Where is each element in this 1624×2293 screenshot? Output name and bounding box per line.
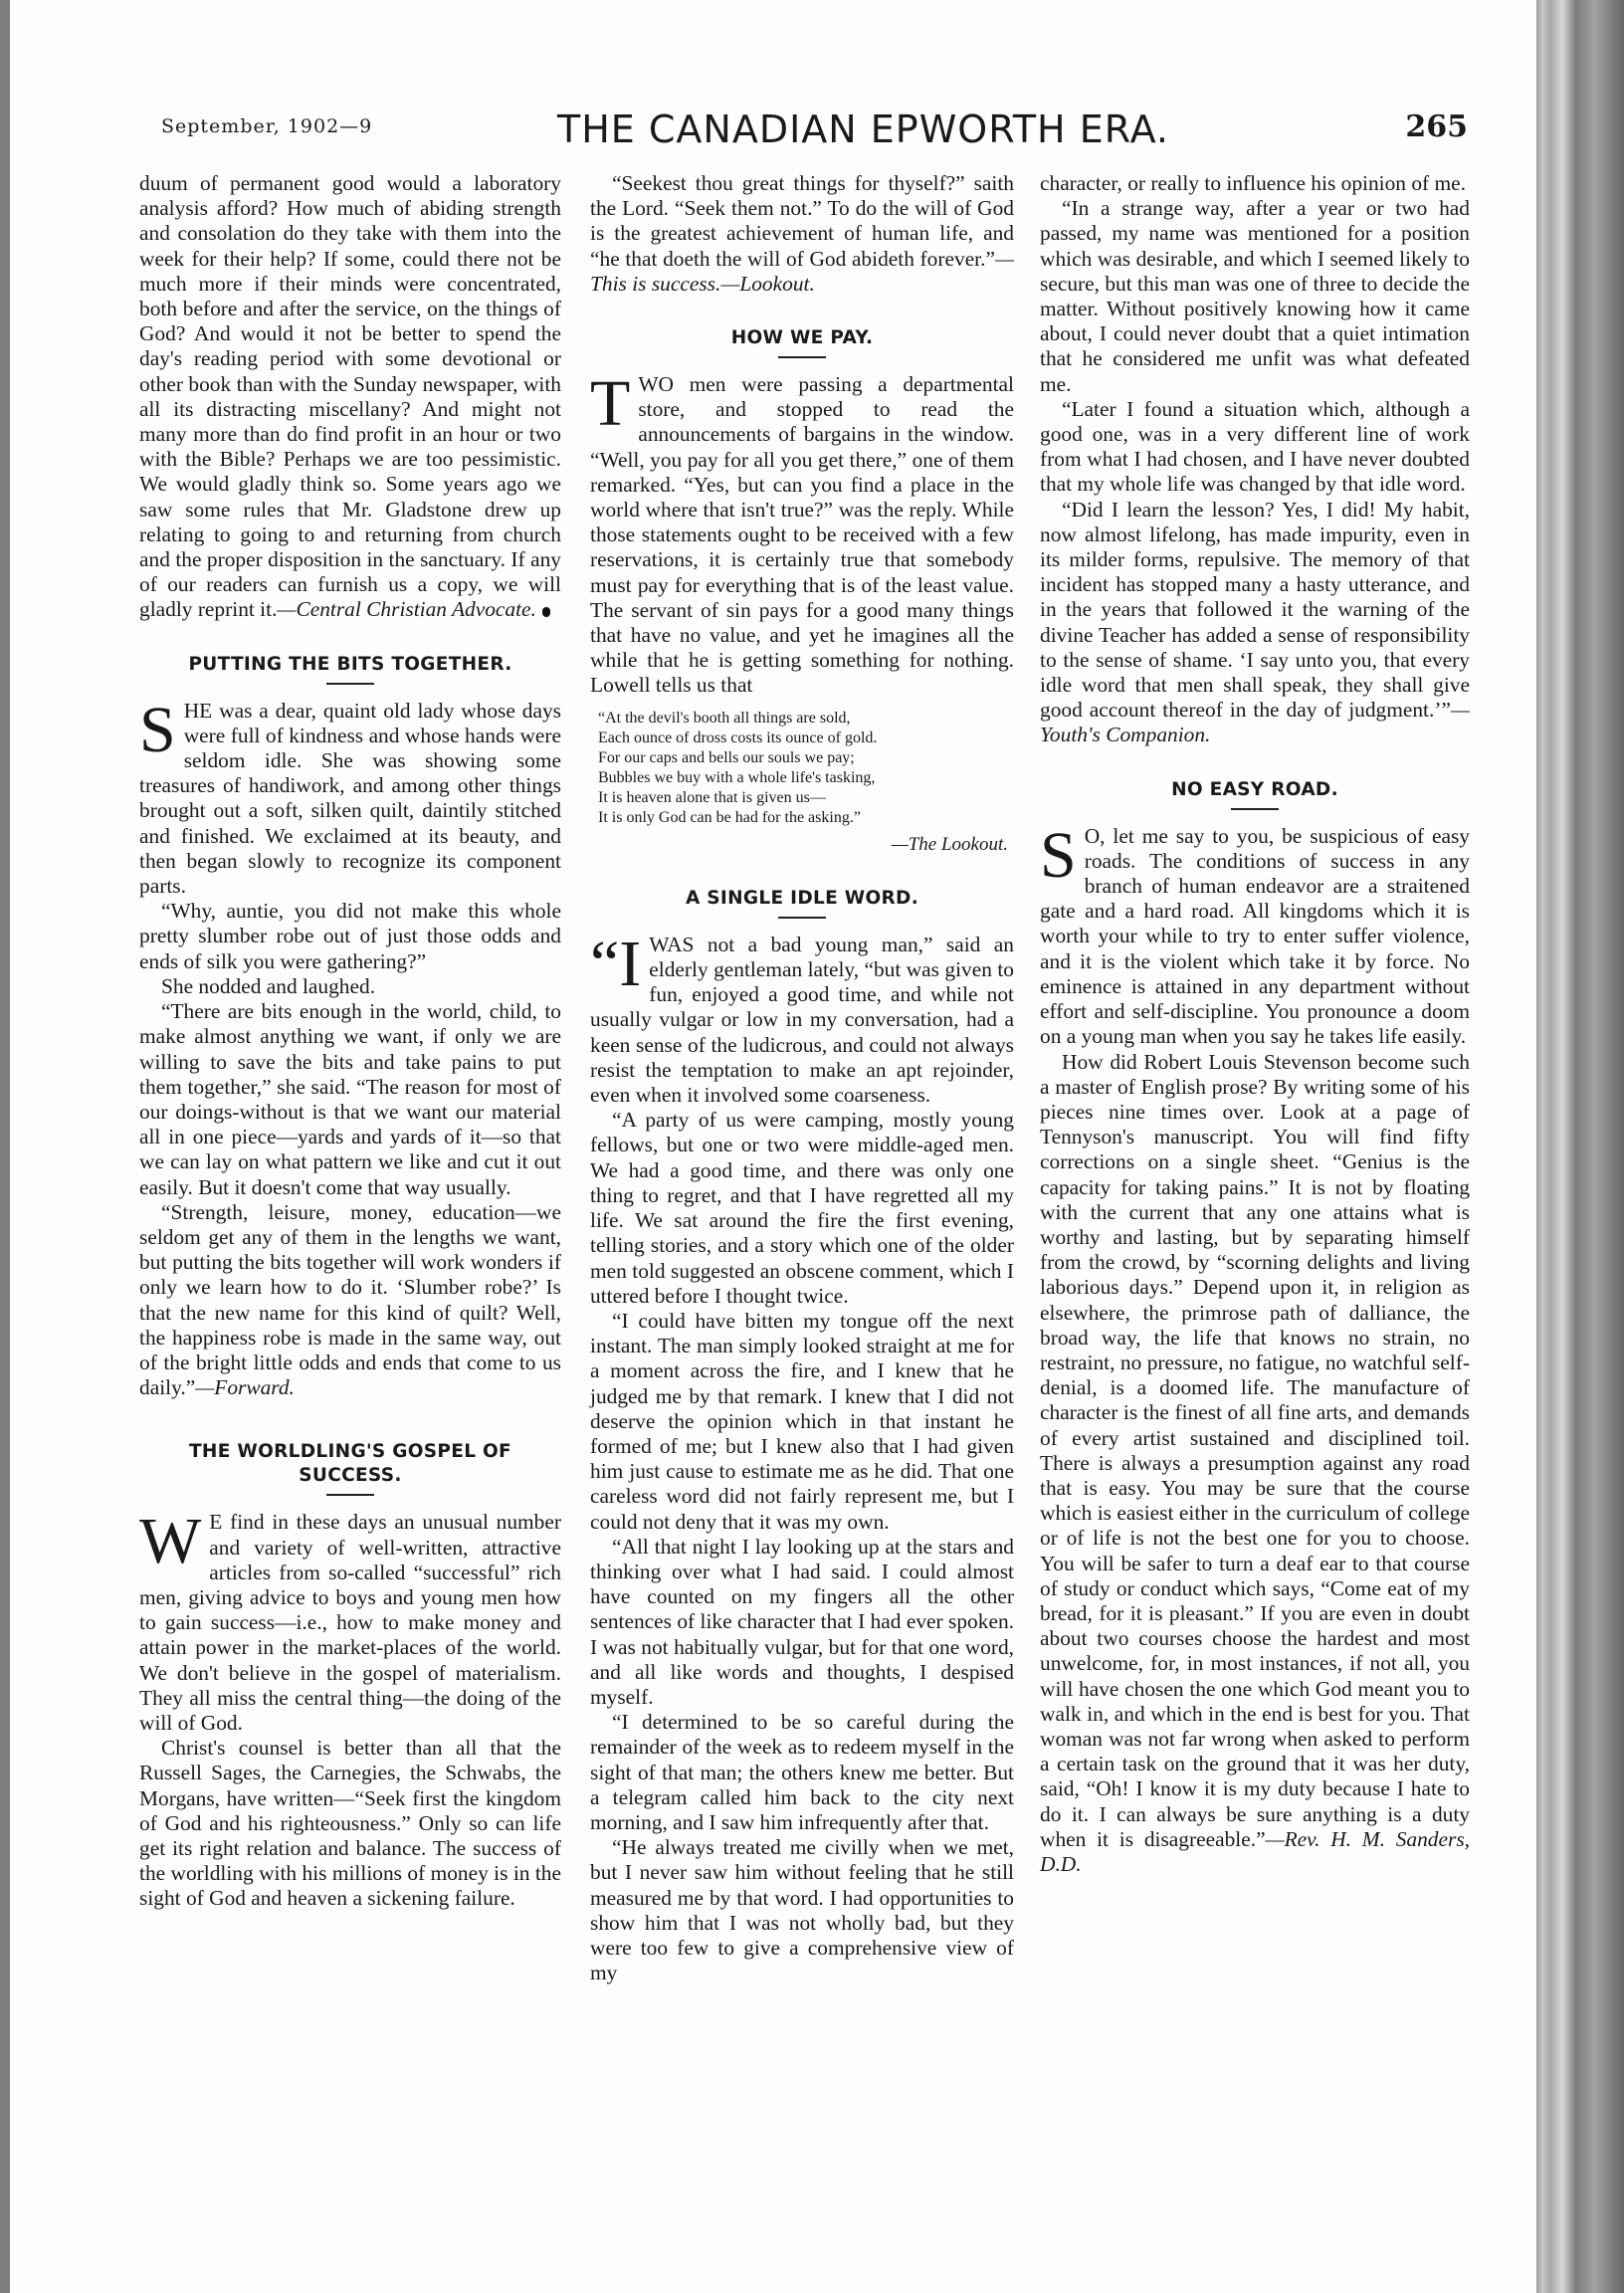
- issue-date: September, 1902—9: [161, 115, 373, 137]
- poem-line: For our caps and bells our souls we pay;: [598, 748, 855, 766]
- article-heading: THE WORLDLING'S GOSPEL OF SUCCESS.: [189, 1441, 511, 1487]
- column-1: [139, 171, 561, 1912]
- article-paragraph: “All that night I lay looking up at the stars and thinking over what I had said. I could almost have counted on my fingers all the other sentences of like character that I had ever spoken. I was not habitually vulgar, but for that one word, and all like words and thoughts, I despised myself.: [590, 1534, 1014, 1709]
- article-paragraph: “Seekest thou great things for thyself?” saith the Lord. “Seek them not.” To do the will of God is the greatest achievement of human life, and “he that doeth the will of God abideth forever.”—This is success.—Lookout.: [590, 171, 1014, 296]
- attribution: —Rev. H. M. Sanders, D.D.: [1040, 1826, 1470, 1876]
- attribution: —Youth's Companion.: [1040, 698, 1470, 747]
- article-heading: HOW WE PAY.: [730, 327, 874, 349]
- left-binding-edge: [0, 0, 10, 2293]
- article-paragraph: “There are bits enough in the world, child, to make almost anything we want, if only we are willing to save the bits and take pains to put them together,” she said. “The reason for most of our doings-without is that we want our material all in one piece—yards and yards of it—so that we can lay on what pattern we like and cut it out easily. But it doesn't come that way usually.: [139, 999, 561, 1199]
- publication-title: THE CANADIAN EPWORTH ERA.: [557, 107, 1169, 151]
- book-edge: [1536, 0, 1624, 2293]
- heading-rule: [1231, 808, 1279, 810]
- article-paragraph: S O, let me say to you, be suspicious of easy roads. The conditions of success in any branch of human endeavor are a straitened gate and a hard road. All kingdoms which it is worth your while to try to enter suffer violence, and it is the violent which take it by force. No eminence is attained in any department without effort and self-discipline. You pronounce a doom on a young man when you say he takes life easily.: [1040, 818, 1470, 1049]
- article-heading: NO EASY ROAD.: [1171, 778, 1338, 800]
- attribution: —Forward.: [195, 1375, 295, 1400]
- column-3: [1040, 171, 1470, 1877]
- article-paragraph: TWO men were passing a departmental store, and stopped to read the announcements of bargains in the window. “Well, you pay for all you get there,” one of them remarked. “Yes, but can you find a place in the world where that isn't true?” was the reply. While those statements ought to be received with a few reservations, it is certainly true that somebody must pay for everything that is of the least value. The servant of sin pays for a good many things that have no value, and yet he imagines all the while that he is getting something for nothing. Lowell tells us that: [590, 367, 1014, 698]
- article-paragraph: “Strength, leisure, money, education—we seldom get any of them in the lengths we want, but putting the bits together will work wonders if only we learn how to do it. ‘Slumber robe?’ Is that the new name for this kind of quilt? Well, the happiness robe is made in the same way, out of the bright little odds and ends that come to us daily.”—Forward.: [139, 1199, 561, 1400]
- page-number: 265: [1405, 109, 1468, 144]
- drop-cap: S: [139, 693, 176, 766]
- article-paragraph: “Why, auntie, you did not make this whole pretty slumber robe out of just those odds and ends of silk you were gathering?”: [139, 899, 561, 973]
- attribution: —Central Christian Advocate.: [277, 597, 536, 622]
- article-paragraph: “Later I found a situation which, although a good one, was in a very different line of work from what I had chosen, and I have never doubted that my whole life was changed by that idle word.: [1040, 396, 1470, 497]
- attribution: —The Lookout.: [891, 833, 1008, 855]
- article-paragraph: “IWAS not a bad young man,” said an elderly gentleman lately, “but was given to fun, enjoyed a good time, and while not usually vulgar or low in my conversation, had a keen sense of the ludicrous, and could not always resist the temptation to make an apt rejoinder, even when it involved some coarseness.: [590, 927, 1014, 1108]
- article-paragraph: character, or really to influence his opinion of me.: [1040, 171, 1466, 195]
- article-paragraph: W E find in these days an unusual number and variety of well-written, attractive articles from so-called “successful” rich men, giving advice to boys and young men how to gain success—i.e., how to make money and attain power in the market-places of the world. We don't believe in the gospel of materialism. They all miss the central thing—the doing of the will of God.: [139, 1505, 561, 1735]
- article-paragraph: Christ's counsel is better than all that the Russell Sages, the Carnegies, the Schwabs, the Morgans, have written—“Seek first the kingdom of God and his righteousness.” Only so can life get its right relation and balance. The success of the worldling with his millions of money is in the sight of God and heaven a sickening failure.: [139, 1736, 561, 1911]
- drop-cap: T: [590, 367, 631, 441]
- article-paragraph: duum of permanent good would a laboratory analysis afford? How much of abiding strength and consolation do they take with them into the week for their help? If some, could there not be much more if their minds were concentrated, both before and after the service, on the things of God? And would it not be better to spend the day's reading period with some devotional or other book than with the Sunday newspaper, with all its distracting miscellany? And might not many more than do find profit in an hour or two with the Bible? Perhaps we are too pessimistic. We would gladly think so. Some years ago we saw some rules that Mr. Gladstone drew up relating to going to and returning from church and the proper disposition in the sanctuary. If any of our readers can furnish us a copy, we will gladly reprint it.—Central Christian Advocate.: [139, 171, 561, 622]
- article-paragraph: “I could have bitten my tongue off the next instant. The man simply looked straight at me for a moment across the fire, and I knew that he judged me by that remark. I knew that I did not deserve the opinion which in that instant he formed of me; but I knew also that I had given him just cause to estimate me as he did. That one careless word did not fairly represent me, but I could not deny that it was my own.: [590, 1308, 1014, 1534]
- poem-line: Each ounce of dross costs its ounce of gold.: [598, 729, 878, 746]
- poem-line: Bubbles we buy with a whole life's tasking,: [598, 768, 876, 786]
- heading-rule: [778, 356, 826, 358]
- bullet-mark: [542, 607, 550, 617]
- column-2: [590, 171, 1014, 1985]
- article-paragraph: She nodded and laughed.: [161, 973, 376, 998]
- article-paragraph: “He always treated me civilly when we met, but I never saw him without feeling that he still measured me by that word. I had opportunities to show him that I was not wholly bad, but they were too few to give a comprehensive view of my: [590, 1835, 1014, 1985]
- poem: [590, 709, 1014, 828]
- drop-cap: “I: [590, 927, 642, 1000]
- page-header: [149, 107, 1468, 157]
- poem-line: “At the devil's booth all things are sold,: [598, 709, 851, 727]
- heading-rule: [326, 683, 374, 685]
- article-paragraph: “Did I learn the lesson? Yes, I did! My habit, now almost lifelong, has made impurity, even in its milder forms, repulsive. The memory of that incident has stopped many a hasty utterance, and in the years that followed it the warning of the divine Teacher has added a sense of responsibility to the sense of shame. ‘I say unto you, that every idle word that men shall speak, they shall give good account thereof in the day of judgment.’”—Youth's Companion.: [1040, 497, 1470, 747]
- article-paragraph: “I determined to be so careful during the remainder of the week as to redeem myself in the sight of that man; the others knew me better. But a telegram called him back to the city next morning, and I saw him infrequently after that.: [590, 1710, 1014, 1834]
- article-heading: A SINGLE IDLE WORD.: [685, 887, 919, 909]
- heading-rule: [778, 917, 826, 919]
- heading-rule: [326, 1494, 374, 1496]
- attribution: —This is success.—Lookout.: [590, 246, 1014, 296]
- poem-line: It is only God can be had for the asking.”: [598, 808, 861, 826]
- article-paragraph: “A party of us were camping, mostly young fellows, but one or two were middle-aged men. We had a good time, and there was only one thing to regret, and that I have regretted all my life. We sat around the fire the first evening, telling stories, and a story which one of the older men told suggested an obscene comment, which I uttered before I thought twice.: [590, 1108, 1014, 1308]
- article-paragraph: How did Robert Louis Stevenson become such a master of English prose? By writing some of his pieces nine times over. Look at a page of Tennyson's manuscript. You will find fifty corrections on a single sheet. “Genius is the capacity for taking pains.” It is not by floating with the current that any one attains what is worthy and lasting, but by separating himself from the crowd, by “scorning delights and living laborious days.” Depend upon it, in religion as elsewhere, the primrose path of dalliance, the broad way, the life that knows no strain, no restraint, no pressure, no fatigue, no watchful self-denial, is a doomed life. The manufacture of character is the finest of all fine arts, and demands of every artist sustained and disciplined toil. There is always a presumption against any road that is easy. You may be sure that the course which is easiest either in the curriculum of college or of life is not the best one for you to choose. You will be safer to turn a deaf ear to that course of study or conduct which says, “Come eat of my bread, for it is pleasant.” If you are even in doubt about two courses choose the hardest and most unwelcome, for, in most instances, if not all, you will have chosen the one which God meant you to walk in, and which in the end is best for you. That woman was not far wrong when asked to perform a certain task on the ground that it was her duty, said, “Oh! I know it is my duty because I hate to do it. I can always be sure anything is a duty when it is disagreeable.”—Rev. H. M. Sanders, D.D.: [1040, 1049, 1470, 1876]
- poem-line: It is heaven alone that is given us—: [598, 788, 826, 806]
- drop-cap: S: [1040, 818, 1077, 892]
- drop-cap: W: [139, 1505, 202, 1578]
- article-paragraph: “In a strange way, after a year or two had passed, my name was mentioned for a position which was desirable, and which I seemed likely to secure, but this man was one of three to decide the matter. Without positively knowing how it came about, I could never doubt that a quiet intimation that he considered me unfit was what defeated me.: [1040, 196, 1470, 396]
- article-heading: PUTTING THE BITS TOGETHER.: [188, 653, 512, 675]
- article-paragraph: SHE was a dear, quaint old lady whose days were full of kindness and whose hands were seldom idle. She was showing some treasures of handiwork, and among other things brought out a soft, silken quilt, daintily stitched and finished. We exclaimed at its beauty, and then began slowly to recognize its component parts.: [139, 693, 561, 899]
